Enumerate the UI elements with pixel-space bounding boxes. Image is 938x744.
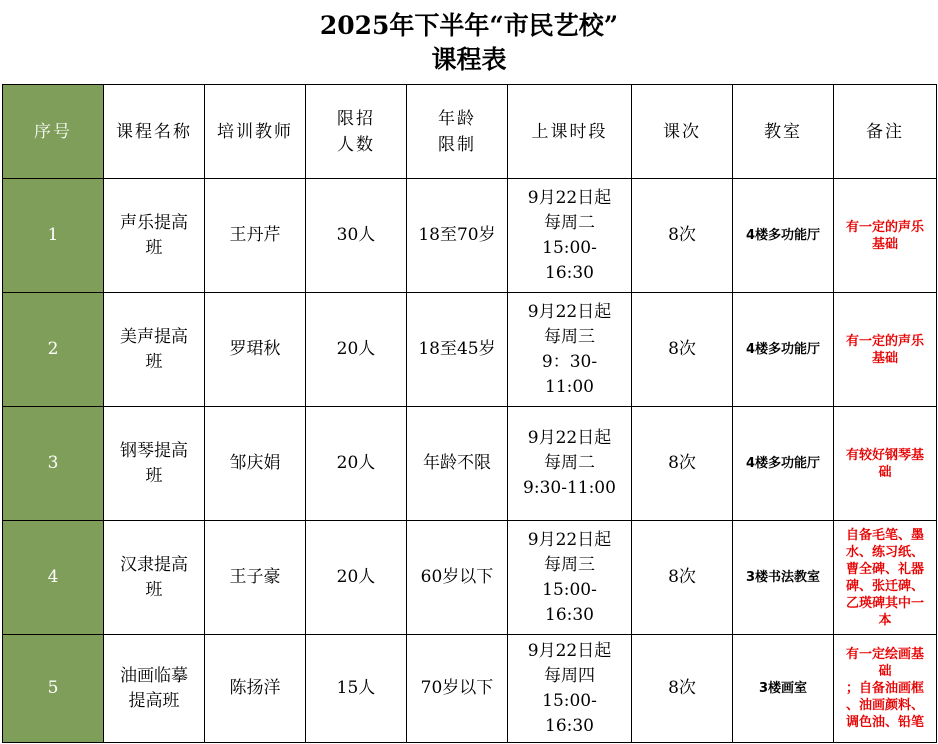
row-room: 4楼多功能厅 — [733, 407, 834, 521]
header-room: 教室 — [733, 85, 834, 179]
row-seq: 1 — [3, 179, 104, 293]
table-row — [3, 521, 937, 635]
table-row — [3, 407, 937, 521]
row-seq: 4 — [3, 521, 104, 635]
row-seq: 3 — [3, 407, 104, 521]
row-limit: 30人 — [306, 179, 407, 293]
row-time: 9月22日起 每周二 9:30-11:00 — [508, 407, 632, 521]
row-course: 油画临摹 提高班 — [104, 635, 205, 743]
header-time: 上课时段 — [508, 85, 632, 179]
row-sessions: 8次 — [632, 293, 733, 407]
row-sessions: 8次 — [632, 179, 733, 293]
row-course: 声乐提高 班 — [104, 179, 205, 293]
row-teacher: 陈扬洋 — [205, 635, 306, 743]
table-row — [3, 293, 937, 407]
row-note: 有一定的声乐 基础 — [834, 179, 937, 293]
row-room: 3楼画室 — [733, 635, 834, 743]
row-limit: 15人 — [306, 635, 407, 743]
row-room: 3楼书法教室 — [733, 521, 834, 635]
row-room: 4楼多功能厅 — [733, 179, 834, 293]
row-note: 有一定的声乐 基础 — [834, 293, 937, 407]
row-time: 9月22日起 每周三 9：30- 11:00 — [508, 293, 632, 407]
row-sessions: 8次 — [632, 407, 733, 521]
row-sessions: 8次 — [632, 635, 733, 743]
table-row — [3, 635, 937, 743]
row-room: 4楼多功能厅 — [733, 293, 834, 407]
table-row — [3, 179, 937, 293]
row-note: 有一定绘画基 础 ；自备油画框 、油画颜料、 调色油、铅笔 — [834, 635, 937, 743]
row-limit: 20人 — [306, 521, 407, 635]
row-teacher: 邹庆娟 — [205, 407, 306, 521]
header-course: 课程名称 — [104, 85, 205, 179]
page-subtitle: 课程表 — [431, 45, 507, 74]
page-title: 2025年下半年“市民艺校” — [319, 11, 619, 40]
header-sessions: 课次 — [632, 85, 733, 179]
row-limit: 20人 — [306, 407, 407, 521]
header-teacher: 培训教师 — [205, 85, 306, 179]
row-age: 70岁以下 — [407, 635, 508, 743]
row-course: 美声提高 班 — [104, 293, 205, 407]
row-time: 9月22日起 每周三 15:00- 16:30 — [508, 521, 632, 635]
row-teacher: 王子豪 — [205, 521, 306, 635]
row-age: 18至45岁 — [407, 293, 508, 407]
row-age: 18至70岁 — [407, 179, 508, 293]
row-seq: 5 — [3, 635, 104, 743]
row-seq: 2 — [3, 293, 104, 407]
header-seq: 序号 — [3, 85, 104, 179]
schedule-table — [2, 84, 937, 743]
row-time: 9月22日起 每周四 15:00- 16:30 — [508, 635, 632, 743]
row-age: 60岁以下 — [407, 521, 508, 635]
row-course: 汉隶提高 班 — [104, 521, 205, 635]
header-note: 备注 — [834, 85, 937, 179]
row-time: 9月22日起 每周二 15:00- 16:30 — [508, 179, 632, 293]
row-limit: 20人 — [306, 293, 407, 407]
row-teacher: 罗珺秋 — [205, 293, 306, 407]
row-age: 年龄不限 — [407, 407, 508, 521]
header-row — [3, 85, 937, 179]
header-age: 年龄 限制 — [407, 85, 508, 179]
row-note: 自备毛笔、墨 水、练习纸、 曹全碑、礼器 碑、张迁碑、 乙瑛碑其中一 本 — [834, 521, 937, 635]
row-course: 钢琴提高 班 — [104, 407, 205, 521]
header-limit: 限招 人数 — [306, 85, 407, 179]
row-note: 有较好钢琴基 础 — [834, 407, 937, 521]
row-teacher: 王丹芹 — [205, 179, 306, 293]
row-sessions: 8次 — [632, 521, 733, 635]
